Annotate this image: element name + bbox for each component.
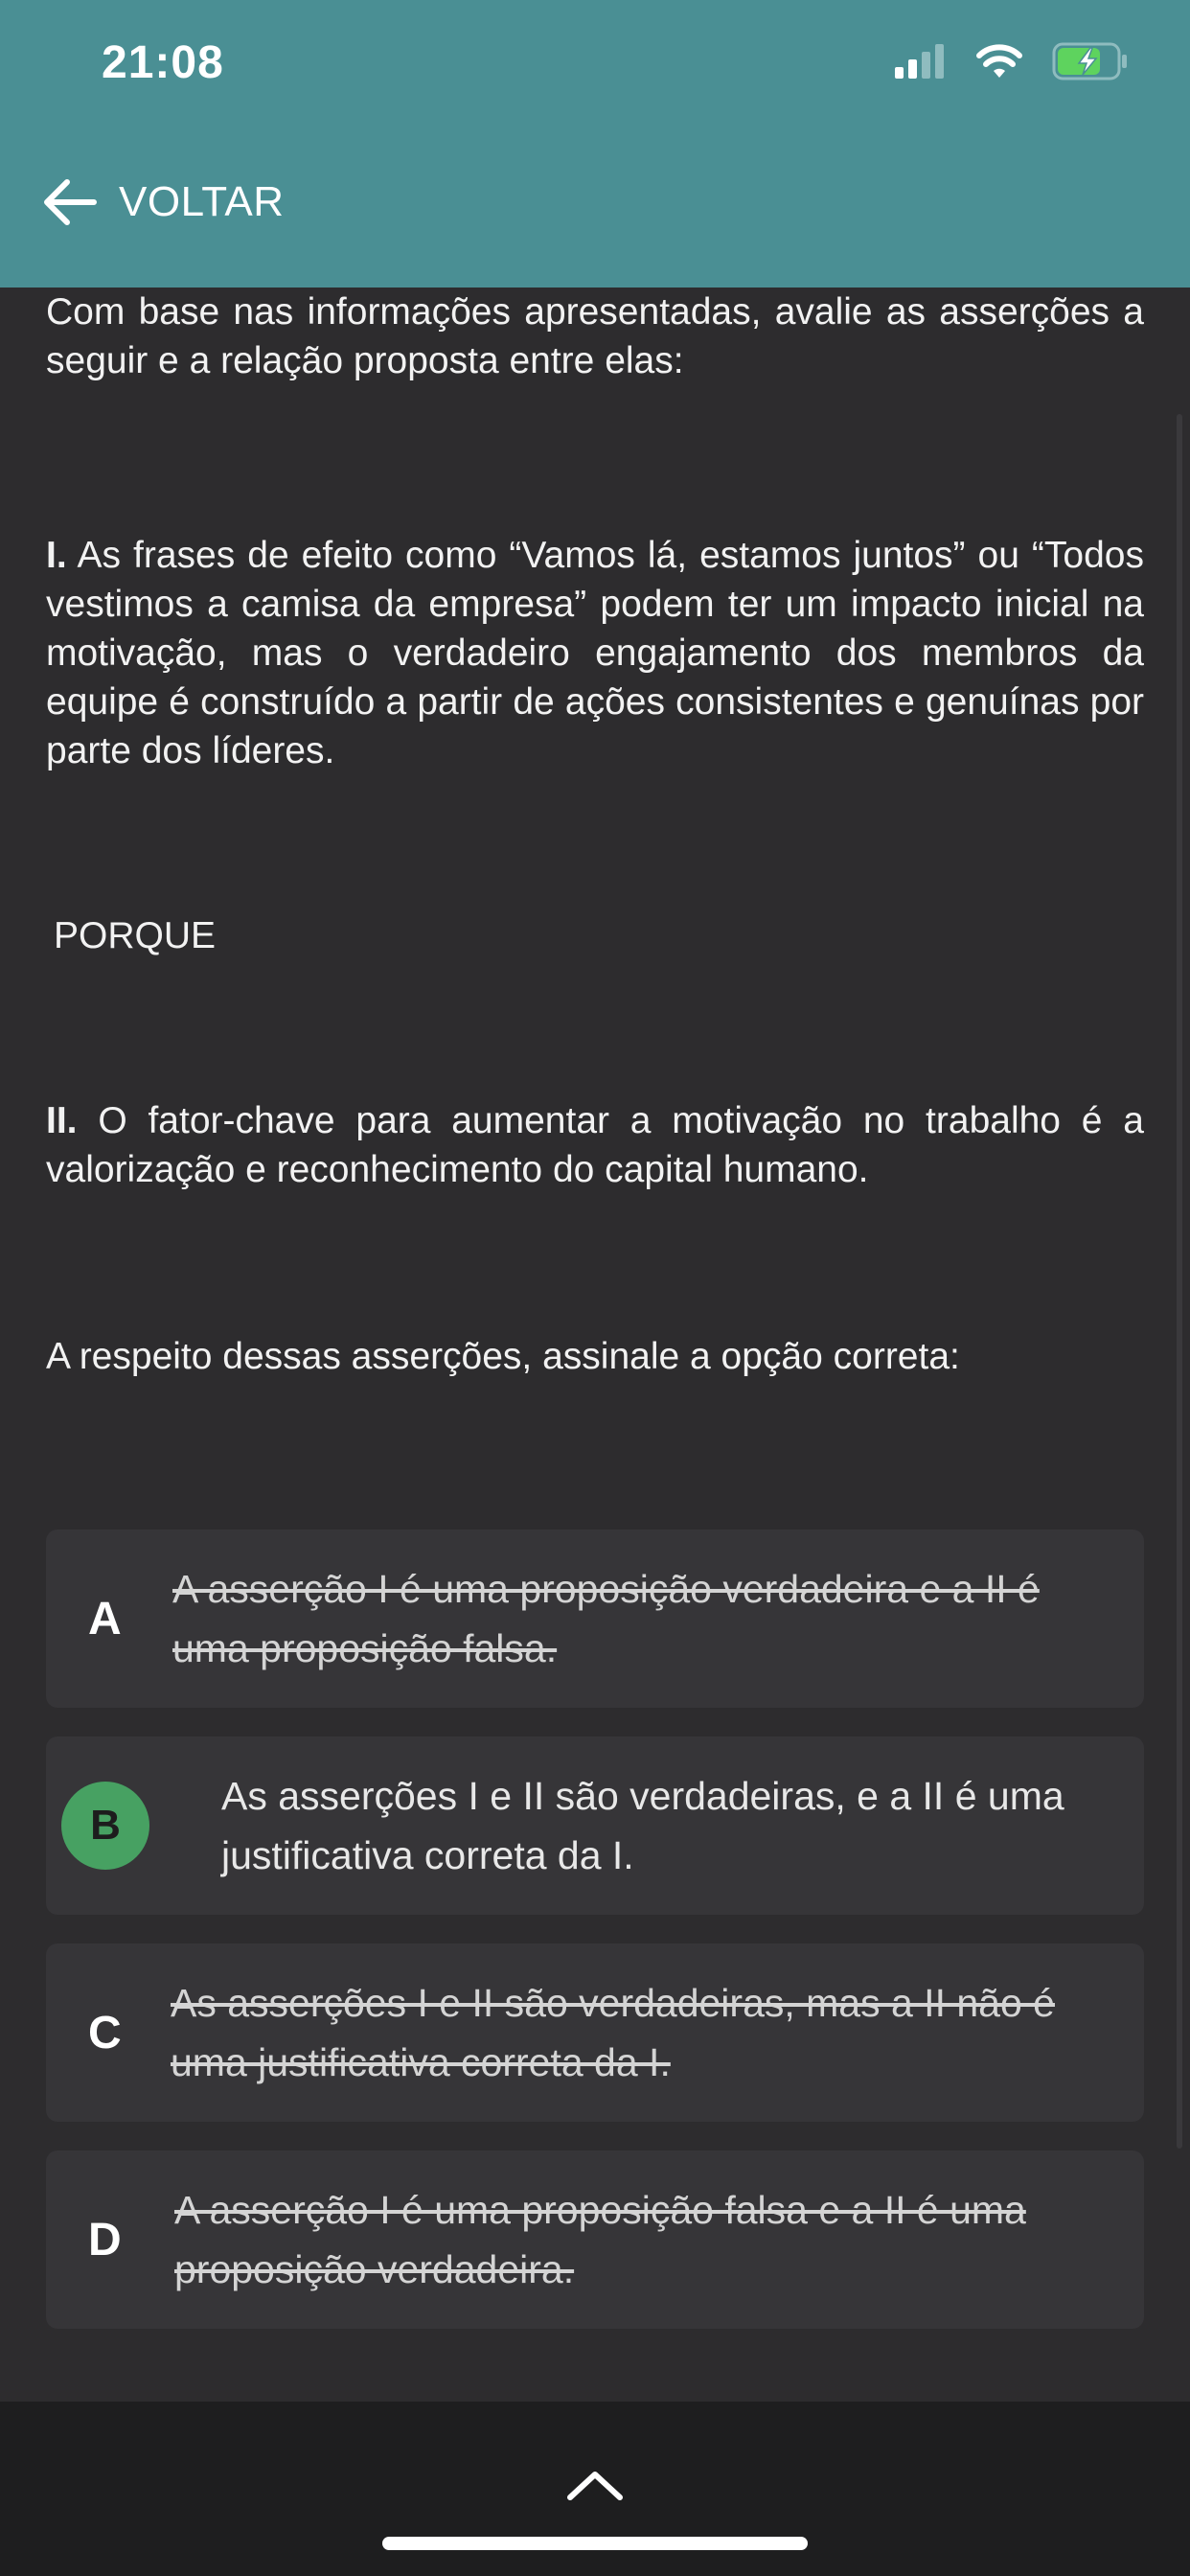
question-prompt: A respeito dessas asserções, assinale a opção correta: <box>46 1336 960 1377</box>
assertion-2 <box>46 1096 1144 1194</box>
option-text: A asserção I é uma proposição verdadeira e a II é uma proposição falsa. <box>172 1567 1040 1670</box>
option-letter: D <box>88 2214 122 2266</box>
assertion-2-text: O fator-chave para aumentar a motivação no trabalho é a valorização e reconhecimento do capital humano. <box>46 1100 1144 1190</box>
option-letter: A <box>88 1593 122 1644</box>
assertion-1-prefix: I. <box>46 535 67 576</box>
assertion-1-text: As frases de efeito como “Vamos lá, estamos juntos” ou “Todos vestimos a camisa da empresa” podem ter um impacto inicial na motivação, mas o verdadeiro engajamento dos membros da equipe é construído a partir de ações consistentes e genuínas por parte dos líderes. <box>46 535 1144 771</box>
scrollbar[interactable] <box>1177 414 1182 2149</box>
option-text: As asserções I e II são verdadeiras, e a II é uma justificativa correta da I. <box>221 1774 1064 1877</box>
connector-text: PORQUE <box>54 915 217 956</box>
app-header <box>0 0 1190 288</box>
assertion-2-prefix: II. <box>46 1100 78 1141</box>
home-indicator <box>382 2537 808 2550</box>
option-text: A asserção I é uma proposição falsa e a II é uma proposição verdadeira. <box>174 2188 1026 2291</box>
assertion-1 <box>46 531 1144 775</box>
question-intro: Com base nas informações apresentadas, avalie as asserções a seguir e a relação proposta entre elas: <box>46 291 1144 381</box>
signal-icon <box>893 44 947 79</box>
option-text: As asserções I e II são verdadeiras, mas a II não é uma justificativa correta da I. <box>171 1981 1055 2084</box>
question-body <box>46 288 1144 1381</box>
chevron-up-icon[interactable] <box>566 2469 624 2501</box>
wifi-icon <box>975 43 1023 80</box>
option-letter: C <box>88 2007 122 2058</box>
arrow-left-icon <box>42 178 98 226</box>
option-c[interactable] <box>46 1944 1144 2122</box>
back-label: VOLTAR <box>119 178 285 225</box>
option-b[interactable] <box>46 1736 1144 1915</box>
battery-charging-icon <box>1052 42 1129 80</box>
status-time: 21:08 <box>102 37 224 88</box>
option-d[interactable] <box>46 2150 1144 2329</box>
selected-badge: B <box>61 1782 149 1870</box>
status-icons <box>893 42 1129 80</box>
back-button[interactable] <box>42 178 285 226</box>
option-a[interactable] <box>46 1530 1144 1708</box>
